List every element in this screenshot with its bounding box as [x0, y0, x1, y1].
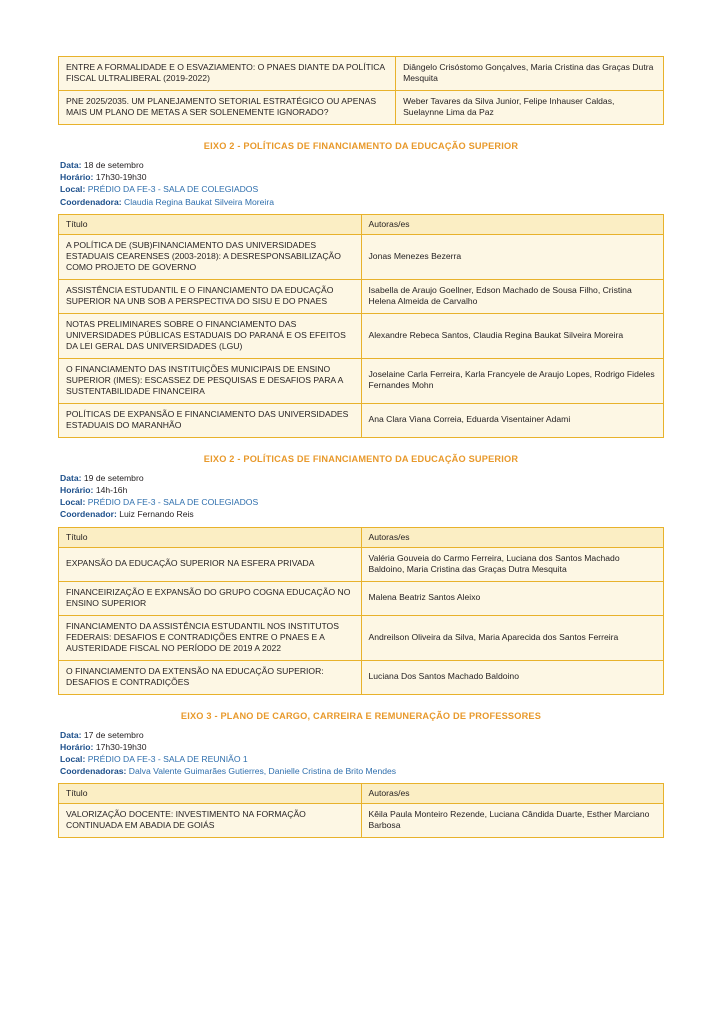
session-meta-1: [60, 159, 664, 208]
table-cell-title: [59, 581, 362, 615]
table-cell-title: [59, 234, 362, 279]
section-heading-eixo-2-a: EIXO 2 - POLÍTICAS DE FINANCIAMENTO DA EDUCAÇÃO SUPERIOR: [203, 141, 519, 151]
meta-label: Local:: [60, 754, 86, 765]
cell-text: Malena Beatriz Santos Aleixo: [368, 592, 481, 603]
table-cell-title: [59, 804, 362, 838]
column-header-autores: Autoras/es: [361, 784, 664, 804]
table-cell-title: [59, 615, 362, 660]
table-row: [59, 313, 664, 358]
table-cell-title: [59, 279, 362, 313]
cell-text: Joselaine Carla Ferreira, Karla Francyele de Araujo Lopes, Rodrigo Fideles Fernandes Mohn: [368, 369, 655, 391]
meta-value: 19 de setembro: [83, 472, 144, 483]
cell-text: Luciana Dos Santos Machado Baldoino: [368, 671, 519, 682]
session-table-2: [58, 527, 664, 695]
cell-text: PNE 2025/2035. UM PLANEJAMENTO SETORIAL ESTRATÉGICO OU APENAS MAIS UM PLANO DE METAS A SER SOLENEMENTE IGNORADO?: [66, 96, 377, 117]
session-table-3-body: [59, 804, 664, 838]
table-cell-authors: [361, 279, 664, 313]
table-row: [59, 804, 664, 838]
table-row: [59, 57, 664, 91]
table-row: [59, 581, 664, 615]
meta-line-local: [60, 753, 664, 765]
table-row: [59, 615, 664, 660]
table-cell-title: [59, 660, 362, 694]
cell-text: Alexandre Rebeca Santos, Claudia Regina Baukat Silveira Moreira: [368, 329, 624, 340]
meta-line-horario: [60, 171, 664, 183]
table-row: [59, 91, 664, 125]
meta-line-coordenadoras: [60, 765, 664, 777]
session-table-3-head: [59, 784, 664, 804]
table-header-row: [59, 784, 664, 804]
meta-line-local: [60, 496, 664, 508]
meta-line-horario: [60, 741, 664, 753]
table-cell-authors: [361, 615, 664, 660]
table-cell-authors: [361, 804, 664, 838]
meta-value: 14h-16h: [95, 485, 128, 496]
column-header-titulo: Título: [59, 527, 362, 547]
meta-value: Luiz Fernando Reis: [119, 509, 194, 520]
meta-label: Horário:: [60, 172, 94, 183]
table-cell-authors: [361, 581, 664, 615]
table-row: [59, 547, 664, 581]
cell-text: ENTRE A FORMALIDADE E O ESVAZIAMENTO: O PNAES DIANTE DA POLÍTICA FISCAL ULTRALIBERAL (2019-2022): [66, 62, 385, 83]
table-row: [59, 403, 664, 437]
meta-label: Coordenadora:: [60, 196, 122, 207]
continuation-table: [58, 56, 664, 125]
table-cell-title: [59, 547, 362, 581]
table-row: [59, 279, 664, 313]
cell-text: A POLÍTICA DE (SUB)FINANCIAMENTO DAS UNIVERSIDADES ESTADUAIS CEARENSES (2003-2018): A DESRESPONSABILIZAÇÃO COMO PROJETO DE GOVERNO: [66, 239, 341, 272]
meta-value: PRÉDIO DA FE-3 - SALA DE COLEGIADOS: [87, 184, 259, 195]
meta-value: 17h30-19h30: [95, 172, 147, 183]
meta-value: 17h30-19h30: [95, 741, 147, 752]
meta-value: Dalva Valente Guimarães Gutierres, Danielle Cristina de Brito Mendes: [128, 766, 397, 777]
session-table-2-body: [59, 547, 664, 694]
continuation-table-body: [59, 57, 664, 125]
table-cell-authors: [396, 57, 664, 91]
table-cell-authors: [396, 91, 664, 125]
meta-value: PRÉDIO DA FE-3 - SALA DE COLEGIADOS: [87, 497, 259, 508]
session-meta-2: [60, 472, 664, 521]
meta-label: Coordenadoras:: [60, 766, 127, 777]
meta-line-local: [60, 183, 664, 195]
cell-text: NOTAS PRELIMINARES SOBRE O FINANCIAMENTO DAS UNIVERSIDADES PÚBLICAS ESTADUAIS DO PARANÁ E OS EFEITOS DA LEI GERAL DAS UNIVERSIDADES (LGU): [66, 318, 346, 351]
meta-line-data: [60, 472, 664, 484]
table-cell-title: [59, 57, 396, 91]
column-header-titulo: Título: [59, 214, 362, 234]
section-heading-eixo-2-b: EIXO 2 - POLÍTICAS DE FINANCIAMENTO DA EDUCAÇÃO SUPERIOR: [203, 453, 519, 464]
section-heading-eixo-3: EIXO 3 - PLANO DE CARGO, CARREIRA E REMUNERAÇÃO DE PROFESSORES: [180, 710, 542, 721]
cell-text: EXPANSÃO DA EDUCAÇÃO SUPERIOR NA ESFERA PRIVADA: [66, 558, 315, 569]
session-meta-3: [60, 729, 664, 778]
table-cell-authors: [361, 660, 664, 694]
cell-text: FINANCEIRIZAÇÃO E EXPANSÃO DO GRUPO COGNA EDUCAÇÃO NO ENSINO SUPERIOR: [66, 586, 351, 608]
cell-text: FINANCIAMENTO DA ASSISTÊNCIA ESTUDANTIL NOS INSTITUTOS FEDERAIS: DESAFIOS E CONTRADIÇÕES ENTRE O PNAES E A AUSTERIDADE FISCAL NO PERÍODO DE 2019 A 2022: [66, 620, 339, 653]
meta-value: 18 de setembro: [83, 160, 144, 170]
table-row: [59, 660, 664, 694]
meta-line-horario: [60, 484, 664, 496]
meta-label: Horário:: [60, 485, 94, 496]
table-cell-title: [59, 403, 362, 437]
meta-label: Horário:: [60, 741, 94, 752]
column-header-autores: Autoras/es: [361, 214, 664, 234]
meta-label: Data:: [60, 160, 82, 170]
cell-text: Weber Tavares da Silva Junior, Felipe Inhauser Caldas, Suelaynne Lima da Paz: [403, 96, 615, 117]
table-header-row: [59, 214, 664, 234]
meta-label: Local:: [60, 497, 86, 508]
cell-text: VALORIZAÇÃO DOCENTE: INVESTIMENTO NA FORMAÇÃO CONTINUADA EM ABADIA DE GOIÁS: [66, 809, 306, 831]
session-table-1: [58, 214, 664, 438]
cell-text: Valéria Gouveia do Carmo Ferreira, Luciana dos Santos Machado Baldoino, Maria Cristina das Graças Dutra Mesquita: [368, 552, 620, 574]
meta-label: Data:: [60, 729, 82, 740]
meta-value: Claudia Regina Baukat Silveira Moreira: [123, 196, 274, 207]
table-header-row: [59, 527, 664, 547]
meta-value: PRÉDIO DA FE-3 - SALA DE REUNIÃO 1: [87, 754, 248, 765]
cell-text: Andreilson Oliveira da Silva, Maria Aparecida dos Santos Ferreira: [368, 631, 619, 642]
meta-label: Coordenador:: [60, 509, 117, 520]
session-table-2-head: [59, 527, 664, 547]
meta-line-coordenadora: [60, 196, 664, 208]
table-cell-authors: [361, 234, 664, 279]
meta-line-data: [60, 159, 664, 171]
table-cell-authors: [361, 313, 664, 358]
table-cell-authors: [361, 403, 664, 437]
meta-label: Data:: [60, 472, 82, 483]
meta-value: 17 de setembro: [83, 729, 144, 740]
meta-line-coordenador: [60, 508, 664, 520]
cell-text: Isabella de Araujo Goellner, Edson Machado de Sousa Filho, Cristina Helena Almeida de Carvalho: [368, 284, 632, 306]
table-cell-authors: [361, 358, 664, 403]
table-cell-title: [59, 358, 362, 403]
cell-text: O FINANCIAMENTO DAS INSTITUIÇÕES MUNICIPAIS DE ENSINO SUPERIOR (IMES): ESCASSEZ DE PESQUISAS E DESAFIOS PARA A SUSTENTABILIDADE FINANCEIRA: [66, 363, 343, 396]
table-cell-title: [59, 91, 396, 125]
cell-text: ASSISTÊNCIA ESTUDANTIL E O FINANCIAMENTO DA EDUCAÇÃO SUPERIOR NA UNB SOB A PERSPECTIVA DO SISU E DO PNAES: [66, 284, 334, 306]
table-row: [59, 358, 664, 403]
session-table-1-head: [59, 214, 664, 234]
cell-text: Diângelo Crisóstomo Gonçalves, Maria Cristina das Graças Dutra Mesquita: [403, 62, 654, 83]
cell-text: Jonas Menezes Bezerra: [368, 250, 462, 261]
table-cell-authors: [361, 547, 664, 581]
meta-line-data: [60, 729, 664, 741]
session-table-3: [58, 783, 664, 838]
column-header-autores: Autoras/es: [361, 527, 664, 547]
cell-text: Ana Clara Viana Correia, Eduarda Visentainer Adami: [368, 414, 571, 425]
cell-text: POLÍTICAS DE EXPANSÃO E FINANCIAMENTO DAS UNIVERSIDADES ESTADUAIS DO MARANHÃO: [66, 408, 349, 430]
meta-label: Local:: [60, 184, 86, 195]
cell-text: O FINANCIAMENTO DA EXTENSÃO NA EDUCAÇÃO SUPERIOR: DESAFIOS E CONTRADIÇÕES: [66, 665, 324, 687]
session-table-1-body: [59, 234, 664, 437]
cell-text: Kêila Paula Monteiro Rezende, Luciana Cândida Duarte, Esther Marciano Barbosa: [368, 809, 650, 831]
column-header-titulo: Título: [59, 784, 362, 804]
table-row: [59, 234, 664, 279]
table-cell-title: [59, 313, 362, 358]
